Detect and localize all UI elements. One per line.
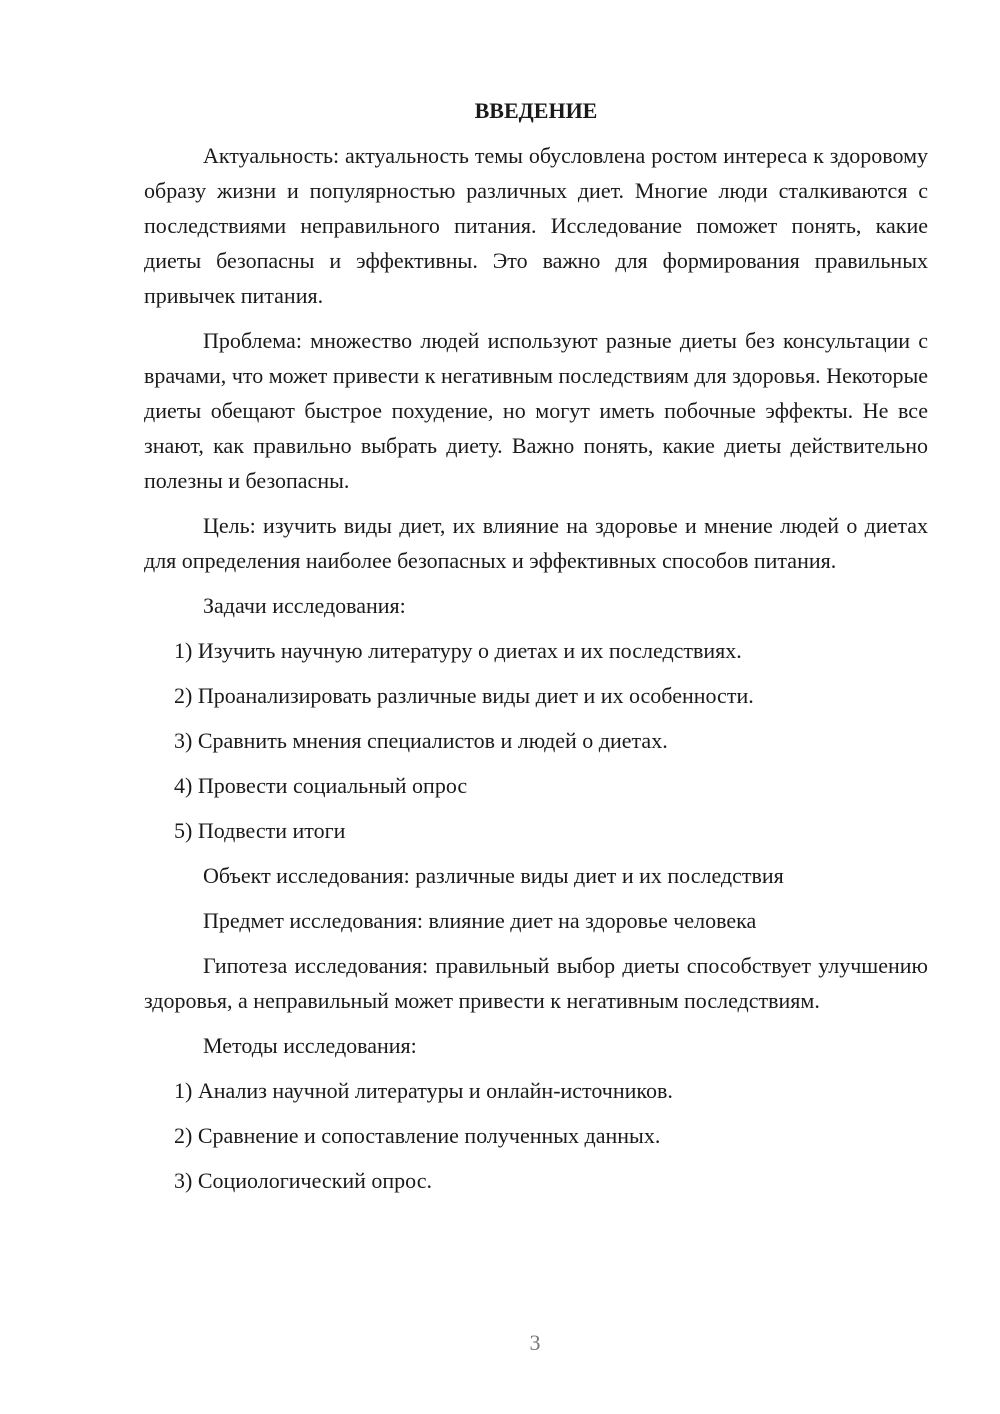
task-item: 3) Сравнить мнения специалистов и людей о диетах. — [174, 728, 668, 753]
method-item: 3) Социологический опрос. — [174, 1168, 432, 1193]
relevance-paragraph: Актуальность: актуальность темы обусловлена ростом интереса к здоровому образу жизни и популярностью различных диет. Многие люди сталкиваются с последствиями неправильного питания. Исследование поможет понять, какие диеты безопасны и эффективны. Это важно для формирования правильных привычек питания. — [144, 143, 928, 308]
task-item: 5) Подвести итоги — [174, 818, 346, 843]
page-number: 3 — [529, 1330, 541, 1355]
method-item: 2) Сравнение и сопоставление полученных данных. — [174, 1123, 661, 1148]
document-page — [144, 96, 928, 1208]
object-line: Объект исследования: различные виды диет и их последствия — [203, 863, 784, 888]
tasks-heading: Задачи исследования: — [203, 593, 406, 618]
task-item: 2) Проанализировать различные виды диет и их особенности. — [174, 683, 754, 708]
goal-paragraph: Цель: изучить виды диет, их влияние на здоровье и мнение людей о диетах для определения наиболее безопасных и эффективных способов питания. — [144, 513, 928, 573]
problem-paragraph: Проблема: множество людей используют разные диеты без консультации с врачами, что может привести к негативным последствиям для здоровья. Некоторые диеты обещают быстрое похудение, но могут иметь побочные эффекты. Не все знают, как правильно выбрать диету. Важно понять, какие диеты действительно полезны и безопасны. — [144, 328, 928, 493]
task-item: 1) Изучить научную литературу о диетах и их последствиях. — [174, 638, 742, 663]
page-title: ВВЕДЕНИЕ — [474, 98, 598, 123]
hypothesis-paragraph: Гипотеза исследования: правильный выбор диеты способствует улучшению здоровья, а неправильный может привести к негативным последствиям. — [144, 953, 928, 1013]
method-item: 1) Анализ научной литературы и онлайн-источников. — [174, 1078, 673, 1103]
task-item: 4) Провести социальный опрос — [174, 773, 468, 798]
subject-line: Предмет исследования: влияние диет на здоровье человека — [203, 908, 757, 933]
methods-heading: Методы исследования: — [203, 1033, 417, 1058]
